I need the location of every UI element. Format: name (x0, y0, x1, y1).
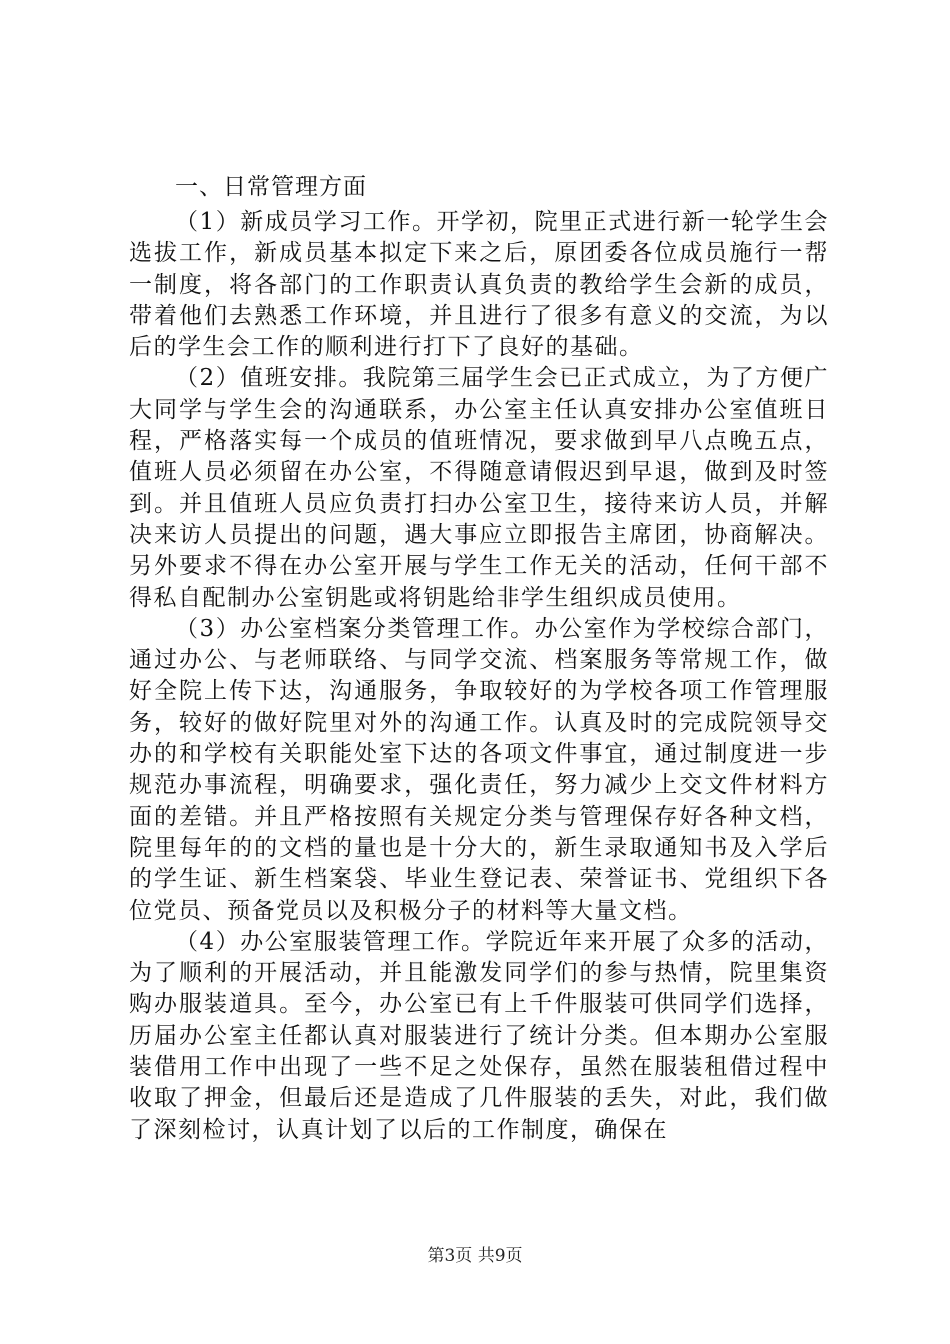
paragraph-duty-schedule: （2）值班安排。我院第三届学生会已正式成立，为了方便广大同学与学生会的沟通联系，办公室主任认真安排办公室值班日程，严格落实每一个成员的值班情况，要求做到早八点晚五点，值班人员必须留在办公室，不得随意请假迟到早退，做到及时签到。并且值班人员应负责打扫办公室卫生，接待来访人员，并解决来访人员提出的问题，遇大事应立即报告主席团，协商解决。另外要求不得在办公室开展与学生工作无关的活动，任何干部不得私自配制办公室钥匙或将钥匙给非学生组织成员使用。 (129, 365, 829, 611)
section-heading: 一、日常管理方面 (175, 174, 367, 200)
paragraph-costume-management: （4）办公室服装管理工作。学院近年来开展了众多的活动，为了顺利的开展活动，并且能激发同学们的参与热情，院里集资购办服装道具。至今，办公室已有上千件服装可供同学们选择，历届办公室主任都认真对服装进行了统计分类。但本期办公室服装借用工作中出现了一些不足之处保存，虽然在服装租借过程中收取了押金，但最后还是造成了几件服装的丢失，对此，我们做了深刻检讨，认真计划了以后的工作制度，确保在 (129, 928, 829, 1143)
paragraph-archive-management: （3）办公室档案分类管理工作。办公室作为学校综合部门，通过办公、与老师联络、与同学交流、档案服务等常规工作，做好全院上传下达，沟通服务，争取较好的为学校各项工作管理服务，较好的做好院里对外的沟通工作。认真及时的完成院领导交办的和学校有关职能处室下达的各项文件事宜，通过制度进一步规范办事流程，明确要求，强化责任，努力减少上交文件材料方面的差错。并且严格按照有关规定分类与管理保存好各种文档，院里每年的的文档的量也是十分大的，新生录取通知书及入学后的学生证、新生档案袋、毕业生登记表、荣誉证书、党组织下各位党员、预备党员以及积极分子的材料等大量文档。 (129, 615, 829, 924)
document-body (129, 172, 829, 1146)
page-number-footer: 第3页 共9页 (427, 1246, 523, 1266)
paragraph-new-members: （1）新成员学习工作。开学初，院里正式进行新一轮学生会选拔工作，新成员基本拟定下来之后，原团委各位成员施行一帮一制度，将各部门的工作职责认真负责的教给学生会新的成员，带着他们去熟悉工作环境，并且进行了很多有意义的交流，为以后的学生会工作的顺利进行打下了良好的基础。 (129, 209, 829, 361)
